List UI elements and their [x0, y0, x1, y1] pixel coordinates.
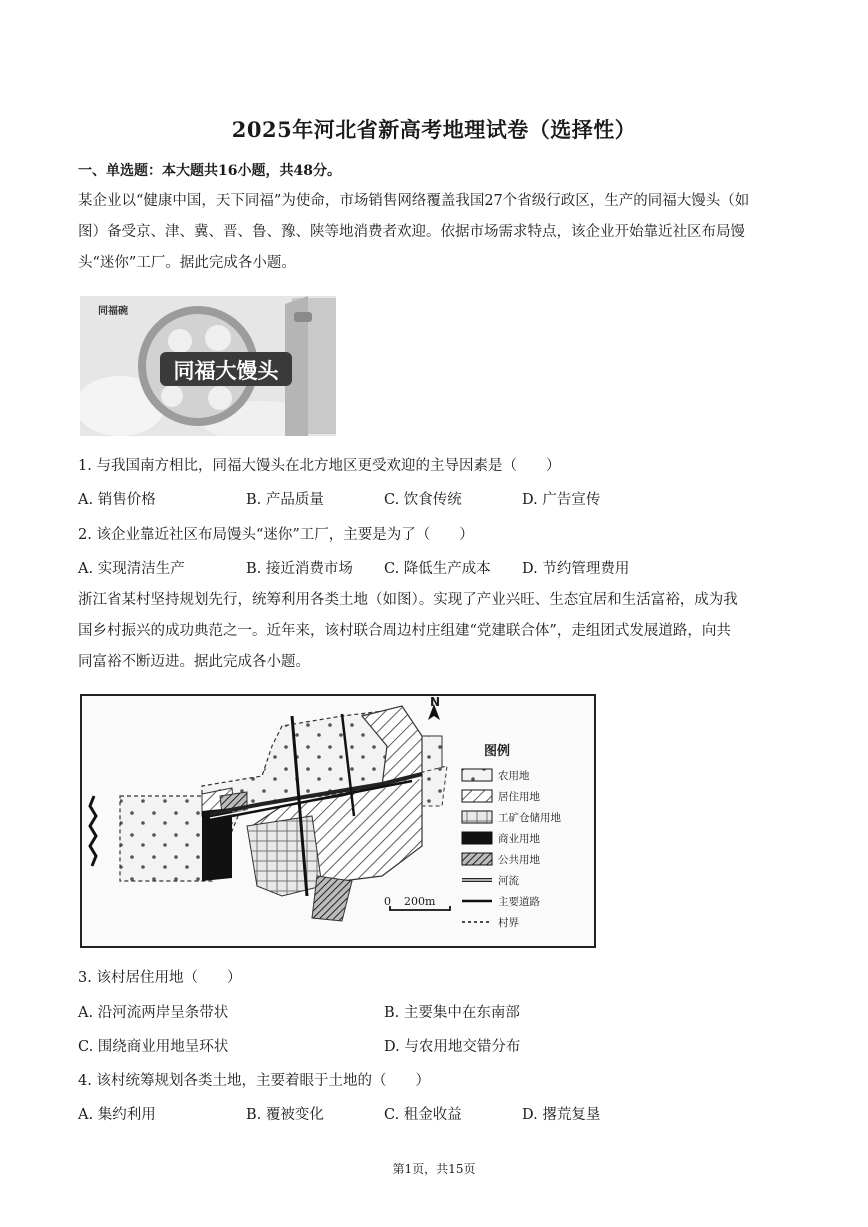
passage-1-line: 图）备受京、津、冀、晋、鲁、豫、陕等地消费者欢迎。依据市场需求特点，该企业开始靠近社区布局馒 [78, 224, 745, 240]
legend-label-boundary: 村界 [498, 917, 519, 929]
question-1-option-b[interactable]: B. 产品质量 [246, 492, 324, 508]
question-4-option-d[interactable]: D. 撂荒复垦 [522, 1107, 601, 1123]
passage-2-line: 浙江省某村坚持规划先行，统筹利用各类土地（如图）。实现了产业兴旺、生态宜居和生活富裕，成为我 [78, 592, 738, 608]
land-use-map [80, 694, 596, 948]
legend-label-residential: 居住用地 [498, 791, 540, 803]
passage-2-line: 同富裕不断迈进。据此完成各小题。 [78, 654, 310, 670]
legend-label-public: 公共用地 [498, 854, 540, 866]
passage-1-line: 头“迷你”工厂。据此完成各小题。 [78, 255, 296, 271]
north-label: N [430, 695, 441, 709]
question-3-option-a[interactable]: A. 沿河流两岸呈条带状 [78, 1005, 229, 1021]
legend-labels [498, 766, 561, 934]
legend-label-commercial: 商业用地 [498, 833, 540, 845]
question-3-option-b[interactable]: B. 主要集中在东南部 [384, 1005, 520, 1021]
question-3-option-d[interactable]: D. 与农用地交错分布 [384, 1039, 521, 1055]
page-footer: 第1页，共15页 [392, 1162, 476, 1176]
question-2-option-a[interactable]: A. 实现清洁生产 [78, 561, 185, 577]
product-brand-label: 同福大馒头 [173, 359, 279, 383]
scale-zero: 0 [384, 895, 391, 908]
question-4-option-c[interactable]: C. 租金收益 [384, 1107, 462, 1123]
question-2-option-b[interactable]: B. 接近消费市场 [246, 561, 353, 577]
section-heading: 一、单选题：本大题共16小题，共48分。 [78, 163, 341, 179]
question-2-option-c[interactable]: C. 降低生产成本 [384, 561, 491, 577]
legend-label-farmland: 农用地 [498, 770, 530, 782]
question-1-option-a[interactable]: A. 销售价格 [78, 492, 156, 508]
question-1-stem: 1. 与我国南方相比，同福大馒头在北方地区更受欢迎的主导因素是（ ） [78, 458, 561, 474]
page-title: 2025年河北省新高考地理试卷（选择性） [231, 117, 637, 142]
legend-label-road: 主要道路 [498, 896, 540, 908]
legend-label-industrial: 工矿仓储用地 [498, 812, 561, 824]
passage-2-line: 国乡村振兴的成功典范之一。近年来，该村联合周边村庄组建“党建联合体”，走组团式发展道路，向共 [78, 623, 731, 639]
passage-1 [78, 186, 794, 279]
passage-1-line: 某企业以“健康中国，天下同福”为使命，市场销售网络覆盖我国27个省级行政区，生产的同福大馒头（如 [78, 193, 750, 209]
question-4-option-b[interactable]: B. 覆被变化 [246, 1107, 324, 1123]
question-2-stem: 2. 该企业靠近社区布局馒头“迷你”工厂，主要是为了（ ） [78, 527, 474, 543]
passage-2 [78, 585, 794, 678]
question-3-stem: 3. 该村居住用地（ ） [78, 970, 242, 986]
question-1-option-d[interactable]: D. 广告宣传 [522, 492, 601, 508]
scale-label: 200m [404, 895, 436, 908]
product-image [80, 296, 336, 436]
legend-title: 图例 [484, 744, 511, 759]
question-1-option-c[interactable]: C. 饮食传统 [384, 492, 462, 508]
question-2-option-d[interactable]: D. 节约管理费用 [522, 561, 630, 577]
question-4-stem: 4. 该村统筹规划各类土地，主要着眼于土地的（ ） [78, 1073, 430, 1089]
question-3-option-c[interactable]: C. 围绕商业用地呈环状 [78, 1039, 229, 1055]
question-4-option-a[interactable]: A. 集约利用 [78, 1107, 156, 1123]
product-logo: 同福碗 [98, 306, 128, 317]
legend-label-river: 河流 [498, 875, 519, 887]
